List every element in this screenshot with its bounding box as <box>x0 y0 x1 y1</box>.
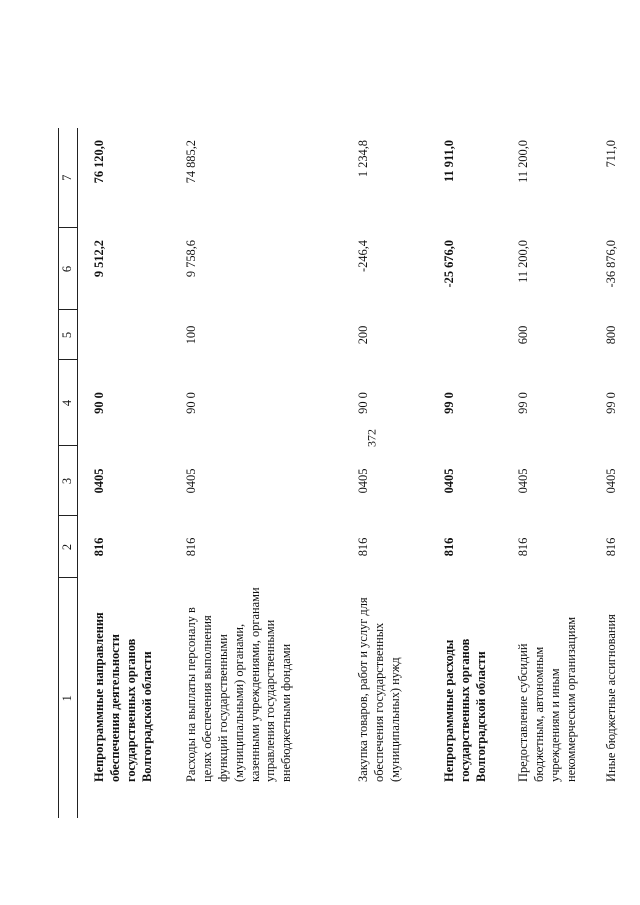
table-row <box>78 128 171 818</box>
table-row <box>170 128 342 818</box>
table-row <box>590 128 636 818</box>
column-header-2: 2 <box>59 516 78 578</box>
row-col-6: 11 200,0 <box>516 240 530 283</box>
row-col-6: -36 876,0 <box>604 240 618 288</box>
row-col-5: 100 <box>184 325 198 345</box>
column-header-7: 7 <box>59 128 78 228</box>
row-col-2: 816 <box>356 537 370 557</box>
row-name: Непрограммные расходы государственных органов Волгоградской области <box>442 638 488 782</box>
row-col-7: 11 200,0 <box>516 140 530 183</box>
row-col-4: 90 0 <box>92 392 106 414</box>
row-col-3: 0405 <box>604 468 618 494</box>
row-name: Предоставление субсидий бюджетным, автономным учреждениям и иным некоммерческим организациям <box>516 616 578 782</box>
row-col-7: 74 885,2 <box>184 140 198 184</box>
table-row <box>428 128 502 818</box>
row-col-6: -25 676,0 <box>442 240 456 288</box>
row-col-4: 90 0 <box>184 392 198 414</box>
table-row <box>502 128 590 818</box>
column-header-3: 3 <box>59 446 78 516</box>
row-col-3: 0405 <box>516 468 530 494</box>
row-col-3: 0405 <box>184 468 198 494</box>
row-col-7: 11 911,0 <box>442 140 456 182</box>
budget-table <box>58 128 636 818</box>
row-name: Закупка товаров, работ и услуг для обеспечения государственных (муниципальных) нужд <box>356 597 402 782</box>
row-col-6: 9 758,6 <box>184 240 198 278</box>
row-col-7: 76 120,0 <box>92 140 106 184</box>
row-col-5 <box>78 310 171 360</box>
table-row <box>342 128 428 818</box>
row-col-7: 711,0 <box>604 140 618 168</box>
header-row <box>59 128 78 818</box>
row-col-3: 0405 <box>442 468 456 494</box>
page-number: 372 <box>364 429 379 447</box>
row-col-5: 600 <box>516 325 530 345</box>
row-col-5: 800 <box>604 325 618 345</box>
row-col-5 <box>428 310 502 360</box>
column-header-1: 1 <box>59 578 78 818</box>
row-name: Иные бюджетные ассигнования <box>604 614 618 782</box>
column-header-6: 6 <box>59 228 78 310</box>
row-name: Расходы на выплаты персоналу в целях обеспечения выполнения функций государственными (муниципальными) органами, казенными учреждениями, органами управления государственными внебюджетными фондами <box>184 587 294 782</box>
row-col-4: 99 0 <box>604 392 618 414</box>
row-col-7: 1 234,8 <box>356 140 370 178</box>
column-header-5: 5 <box>59 310 78 360</box>
row-col-3: 0405 <box>92 468 106 494</box>
row-col-4: 90 0 <box>356 392 370 414</box>
row-col-2: 816 <box>92 537 106 557</box>
row-col-2: 816 <box>604 537 618 557</box>
row-col-4: 99 0 <box>442 392 456 414</box>
row-col-4: 99 0 <box>516 392 530 414</box>
row-name: Непрограммные направления обеспечения деятельности государственных органов Волгоградской области <box>92 612 154 782</box>
row-col-5: 200 <box>356 325 370 345</box>
row-col-2: 816 <box>184 537 198 557</box>
row-col-6: 9 512,2 <box>92 240 106 278</box>
rotated-table-container <box>58 128 618 818</box>
column-header-4: 4 <box>59 360 78 446</box>
row-col-3: 0405 <box>356 468 370 494</box>
row-col-2: 816 <box>442 537 456 557</box>
row-col-2: 816 <box>516 537 530 557</box>
row-col-6: -246,4 <box>356 240 370 273</box>
